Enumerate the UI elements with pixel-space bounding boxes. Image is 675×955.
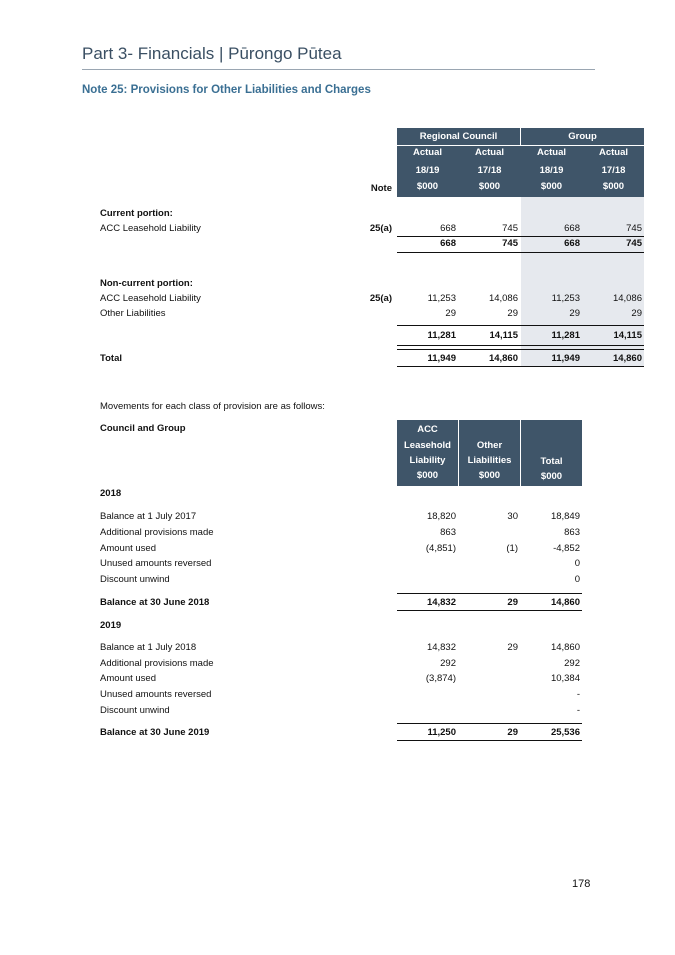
subtotal-cell: 745 (502, 238, 518, 249)
value-cell: 14,832 (426, 642, 456, 653)
balance-underline (397, 740, 582, 741)
row-label: ACC Leasehold Liability (100, 293, 201, 304)
total-cell: 14,860 (488, 353, 518, 364)
col1-line1: Actual (412, 147, 443, 158)
value-cell: -4,852 (553, 543, 580, 554)
subtotal-rule (397, 236, 644, 237)
value-cell: (1) (506, 543, 518, 554)
value-cell: 11,253 (427, 293, 456, 304)
col2-line1: Actual (474, 147, 505, 158)
value-cell: - (576, 689, 580, 700)
current-portion-heading: Current portion: (100, 208, 173, 219)
col4-line1: Actual (598, 147, 629, 158)
group-header-regional-council: Regional Council (419, 131, 498, 142)
value-cell: 11,253 (551, 293, 580, 304)
movements-col-header-2 (459, 420, 520, 486)
subtotal-cell: 668 (440, 238, 456, 249)
col-header-2 (459, 147, 520, 197)
row-note: 25(a) (369, 293, 392, 304)
balance-underline (397, 610, 582, 611)
value-cell: 29 (445, 308, 456, 319)
movements-intro: Movements for each class of provision are as follows: (100, 401, 325, 412)
row-label: Unused amounts reversed (100, 558, 212, 569)
balance-rule (397, 723, 582, 724)
col4-line3: $000 (602, 181, 625, 192)
mcol2-line3: $000 (478, 470, 501, 481)
total-label: Total (100, 353, 122, 364)
header-group (521, 128, 644, 145)
noncurrent-portion-heading: Non-current portion: (100, 278, 193, 289)
value-cell: 668 (564, 223, 580, 234)
col3-line3: $000 (540, 181, 563, 192)
mcol1-line4: $000 (416, 470, 439, 481)
note-column-header: Note (370, 183, 392, 194)
balance-cell: 11,250 (427, 727, 456, 738)
subtotal-cell: 668 (564, 238, 580, 249)
subtotal-underline (397, 345, 644, 346)
value-cell: - (576, 705, 580, 716)
balance-cell: 14,860 (550, 597, 580, 608)
subtotal-cell: 11,281 (427, 330, 456, 341)
row-label: Discount unwind (100, 705, 170, 716)
total-cell: 11,949 (551, 353, 580, 364)
value-cell: 0 (574, 558, 580, 569)
value-cell: 863 (564, 527, 580, 538)
value-cell: 14,860 (550, 642, 580, 653)
row-label: Balance at 1 July 2017 (100, 511, 197, 522)
group-header-group: Group (568, 131, 597, 142)
subtotal-rule (397, 325, 644, 326)
title-divider (82, 69, 595, 70)
value-cell: 29 (507, 642, 518, 653)
value-cell: 292 (564, 658, 580, 669)
row-note: 25(a) (369, 223, 392, 234)
row-label: Discount unwind (100, 574, 170, 585)
row-label: ACC Leasehold Liability (100, 223, 201, 234)
value-cell: 863 (440, 527, 456, 538)
row-label: Amount used (100, 673, 156, 684)
col-header-1 (397, 147, 458, 197)
value-cell: 10,384 (550, 673, 580, 684)
value-cell: 745 (502, 223, 518, 234)
balance-cell: 29 (507, 597, 518, 608)
col1-line2: 18/19 (415, 165, 440, 176)
value-cell: 29 (507, 308, 518, 319)
movements-col-header-1 (397, 420, 458, 486)
total-cell: 11,949 (427, 353, 456, 364)
mcol3-line1: Total (540, 456, 563, 467)
mcol1-line2: Leasehold (404, 440, 451, 451)
col3-line1: Actual (536, 147, 567, 158)
movements-subtitle: Council and Group (100, 423, 186, 434)
col2-line2: 17/18 (477, 165, 502, 176)
value-cell: 29 (631, 308, 642, 319)
balance-cell: 25,536 (550, 727, 580, 738)
subtotal-underline (397, 252, 644, 253)
page-title: Part 3- Financials | Pūrongo Pūtea (82, 44, 342, 63)
balance-label-2018: Balance at 30 June 2018 (100, 597, 210, 608)
value-cell: 14,086 (612, 293, 642, 304)
year-heading-2018: 2018 (100, 488, 122, 499)
total-rule (397, 349, 644, 350)
subtotal-cell: 14,115 (613, 330, 642, 341)
row-label: Other Liabilities (100, 308, 166, 319)
total-cell: 14,860 (612, 353, 642, 364)
row-label: Unused amounts reversed (100, 689, 212, 700)
mcol1-line3: Liability (409, 455, 446, 466)
subtotal-cell: 14,115 (489, 330, 518, 341)
value-cell: (4,851) (425, 543, 456, 554)
movements-col-header-3 (521, 420, 582, 486)
mcol2-line1: Other (476, 440, 503, 451)
header-regional-council (397, 128, 520, 145)
col-header-4 (583, 147, 644, 197)
value-cell: 14,086 (488, 293, 518, 304)
row-label: Additional provisions made (100, 658, 214, 669)
col-header-3 (521, 147, 582, 197)
row-label: Additional provisions made (100, 527, 214, 538)
value-cell: (3,874) (425, 673, 456, 684)
value-cell: 745 (626, 223, 642, 234)
col2-line3: $000 (478, 181, 501, 192)
mcol3-line2: $000 (540, 471, 563, 482)
col1-line3: $000 (416, 181, 439, 192)
value-cell: 30 (507, 511, 518, 522)
row-label: Balance at 1 July 2018 (100, 642, 197, 653)
mcol2-line2: Liabilities (467, 455, 512, 466)
mcol1-line1: ACC (417, 424, 438, 435)
value-cell: 668 (440, 223, 456, 234)
subtotal-cell: 745 (626, 238, 642, 249)
subtotal-cell: 11,281 (551, 330, 580, 341)
balance-label-2019: Balance at 30 June 2019 (100, 727, 210, 738)
balance-cell: 29 (507, 727, 518, 738)
value-cell: 0 (574, 574, 580, 585)
note-title: Note 25: Provisions for Other Liabilities and Charges (82, 84, 371, 96)
year-heading-2019: 2019 (100, 620, 122, 631)
value-cell: 18,820 (426, 511, 456, 522)
total-underline (397, 366, 644, 367)
value-cell: 29 (569, 308, 580, 319)
balance-rule (397, 593, 582, 594)
page-number: 178 (572, 878, 591, 890)
col3-line2: 18/19 (539, 165, 564, 176)
row-label: Amount used (100, 543, 156, 554)
col4-line2: 17/18 (601, 165, 626, 176)
value-cell: 292 (440, 658, 456, 669)
balance-cell: 14,832 (426, 597, 456, 608)
value-cell: 18,849 (550, 511, 580, 522)
